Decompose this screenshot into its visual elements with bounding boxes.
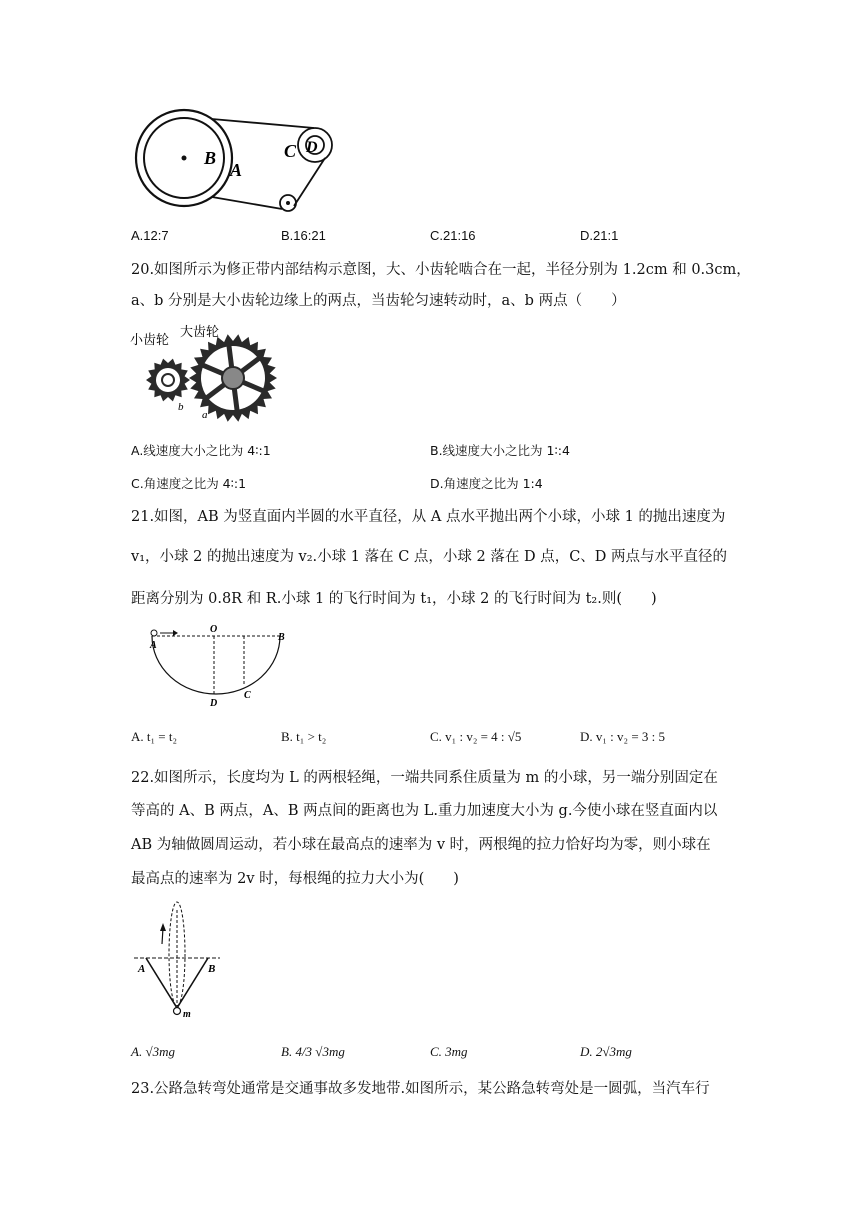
label-c: C	[284, 141, 297, 161]
label-big-gear: 大齿轮	[180, 324, 220, 339]
ball-m	[174, 1008, 181, 1015]
ball-icon	[151, 630, 157, 636]
q22-option-b[interactable]: B. 4/3 √3mg	[281, 1044, 345, 1059]
q22-option-a[interactable]: A. √3mg	[131, 1044, 175, 1059]
label-b: B	[208, 963, 216, 975]
q20-option-a[interactable]: A.线速度大小之比为 4∶:1	[131, 443, 271, 458]
q21-line-3: 距离分别为 0.8R 和 R.小球 1 的飞行时间为 t₁，小球 2 的飞行时间为 t₂.则( )	[131, 591, 657, 607]
label-c: C	[244, 690, 251, 701]
rope-a	[146, 958, 177, 1008]
q22-option-d[interactable]: D. 2√3mg	[580, 1044, 632, 1059]
q22-line-2: 等高的 A、B 两点，A、B 两点间的距离也为 L.重力加速度大小为 g.今使小球在竖直面内以	[131, 803, 718, 819]
pulley-figure	[132, 108, 342, 218]
q23-line-1: 23.公路急转弯处通常是交通事故多发地带.如图所示，某公路急转弯处是一圆弧，当汽车行	[131, 1081, 710, 1097]
q21-line-1: 21.如图，AB 为竖直面内半圆的水平直径，从 A 点水平抛出两个小球，小球 1 的抛出速度为	[131, 509, 726, 525]
q20-option-b[interactable]: B.线速度大小之比为 1∶:4	[430, 443, 570, 458]
label-a: A	[138, 963, 146, 975]
label-a-point: a	[202, 409, 208, 421]
q19-option-b[interactable]: B.16:21	[281, 228, 326, 243]
q21-option-c[interactable]: C. v₁ : v₂ = 4 : √5	[430, 729, 522, 744]
q21-option-d[interactable]: D. v₁ : v₂ = 3 : 5	[580, 729, 666, 744]
small-gear	[146, 359, 190, 402]
belt-top	[212, 119, 314, 128]
gear-figure	[128, 322, 288, 424]
rope-b	[177, 958, 208, 1008]
q20-line-2: a、b 分别是大小齿轮边缘上的两点，当齿轮匀速转动时，a、b 两点（ ）	[131, 293, 626, 309]
q20-line-1: 20.如图所示为修正带内部结构示意图，大、小齿轮啮合在一起，半径分别为 1.2cm 和 0.3cm，	[131, 262, 751, 278]
label-b: B	[278, 632, 285, 643]
label-m: m	[183, 1009, 191, 1020]
label-small-gear: 小齿轮	[130, 332, 170, 347]
q20-option-d[interactable]: D.角速度之比为 1:4	[430, 476, 543, 491]
large-pulley-center	[182, 156, 187, 161]
belt-right	[294, 158, 325, 206]
q19-option-c[interactable]: C.21:16	[430, 228, 476, 243]
q22-line-1: 22.如图所示，长度均为 L 的两根轻绳，一端共同系住质量为 m 的小球，另一端分别固定在	[131, 770, 718, 786]
label-d: D	[306, 139, 318, 156]
gear-hub	[222, 367, 244, 389]
q19-option-a[interactable]: A.12:7	[131, 228, 169, 243]
q22-line-3: AB 为轴做圆周运动，若小球在最高点的速率为 v 时，两根绳的拉力恰好均为零，则小球在	[131, 837, 711, 853]
q19-option-d[interactable]: D.21:1	[580, 228, 619, 243]
semicircle-arc	[152, 636, 280, 694]
q22-option-c[interactable]: C. 3mg	[430, 1044, 468, 1059]
q21-option-b[interactable]: B. t₁ > t₂	[281, 729, 327, 744]
label-a: A	[150, 640, 157, 651]
label-o: O	[210, 624, 218, 635]
label-b: B	[204, 148, 217, 168]
rope-figure	[132, 898, 222, 1020]
label-b-point: b	[178, 401, 184, 413]
q21-option-a[interactable]: A. t₁ = t₂	[131, 729, 178, 744]
label-a: A	[230, 160, 243, 180]
q21-line-2: v₁，小球 2 的抛出速度为 v₂.小球 1 落在 C 点，小球 2 落在 D 点，C、D 两点与水平直径的	[131, 549, 728, 565]
belt-bottom	[212, 197, 282, 209]
q22-line-4: 最高点的速率为 2v 时，每根绳的拉力大小为( )	[131, 871, 459, 887]
label-d: D	[210, 698, 218, 709]
gear-hub	[162, 374, 174, 386]
semicircle-figure	[140, 622, 300, 710]
q20-option-c[interactable]: C.角速度之比为 4∶:1	[131, 476, 247, 491]
